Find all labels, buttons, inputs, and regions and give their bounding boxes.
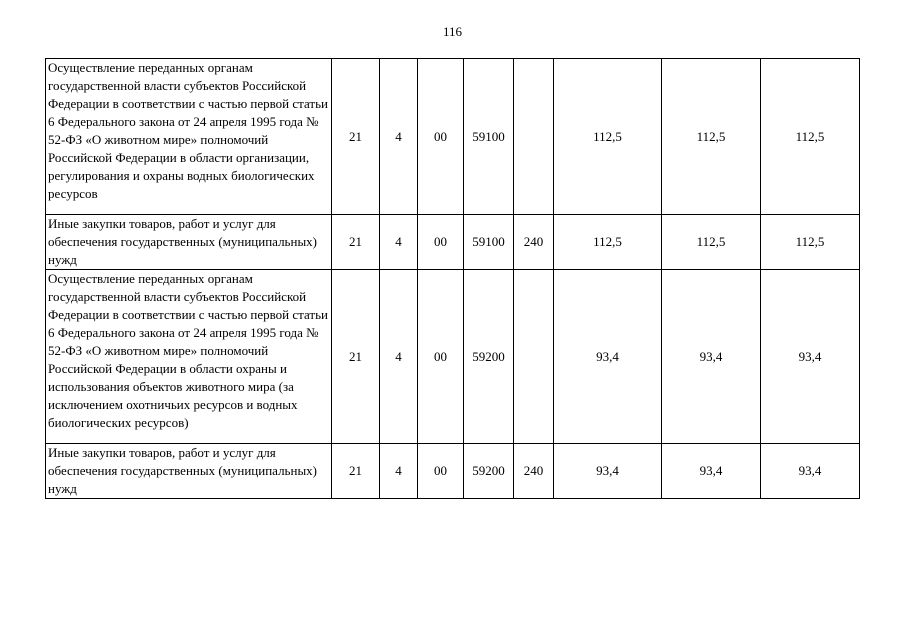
cell-event: 00 [418,270,464,444]
row-description: Осуществление переданных органам государственной власти субъектов Российской Федерации в соответствии с частью первой статьи 6 Федерального закона от 24 апреля 1995 года № 52-ФЗ «О животном мире» полномочий Российской Федерации в области организации, регулирования и охраны водных биологических ресурсов [46,59,332,215]
cell-chapter: 21 [332,444,380,499]
cell-amount-year1: 112,5 [554,59,662,215]
budget-table [45,58,860,499]
cell-amount-year3: 93,4 [761,444,860,499]
row-description: Иные закупки товаров, работ и услуг для обеспечения государственных (муниципальных) нужд [46,444,332,499]
cell-amount-year2: 93,4 [662,270,761,444]
cell-expense-type: 240 [514,444,554,499]
cell-amount-year1: 112,5 [554,215,662,270]
cell-amount-year3: 93,4 [761,270,860,444]
cell-expense-type [514,270,554,444]
page-number: 116 [442,24,463,39]
cell-subprogram: 4 [380,215,418,270]
cell-event: 00 [418,59,464,215]
table-row [46,444,860,499]
table-row [46,270,860,444]
cell-expense-type: 240 [514,215,554,270]
cell-amount-year1: 93,4 [554,444,662,499]
row-description: Иные закупки товаров, работ и услуг для обеспечения государственных (муниципальных) нужд [46,215,332,270]
cell-chapter: 21 [332,215,380,270]
cell-direction: 59100 [464,215,514,270]
cell-direction: 59200 [464,270,514,444]
table-row [46,59,860,215]
table-row [46,215,860,270]
cell-event: 00 [418,444,464,499]
cell-chapter: 21 [332,59,380,215]
cell-amount-year2: 112,5 [662,59,761,215]
cell-subprogram: 4 [380,270,418,444]
cell-event: 00 [418,215,464,270]
cell-amount-year1: 93,4 [554,270,662,444]
cell-amount-year2: 93,4 [662,444,761,499]
row-description: Осуществление переданных органам государственной власти субъектов Российской Федерации в соответствии с частью первой статьи 6 Федерального закона от 24 апреля 1995 года № 52-ФЗ «О животном мире» полномочий Российской Федерации в области охраны и использования объектов животного мира (за исключением охотничьих ресурсов и водных биологических ресурсов) [46,270,332,444]
cell-subprogram: 4 [380,59,418,215]
cell-direction: 59200 [464,444,514,499]
cell-expense-type [514,59,554,215]
cell-amount-year2: 112,5 [662,215,761,270]
cell-direction: 59100 [464,59,514,215]
cell-amount-year3: 112,5 [761,215,860,270]
cell-amount-year3: 112,5 [761,59,860,215]
cell-subprogram: 4 [380,444,418,499]
cell-chapter: 21 [332,270,380,444]
